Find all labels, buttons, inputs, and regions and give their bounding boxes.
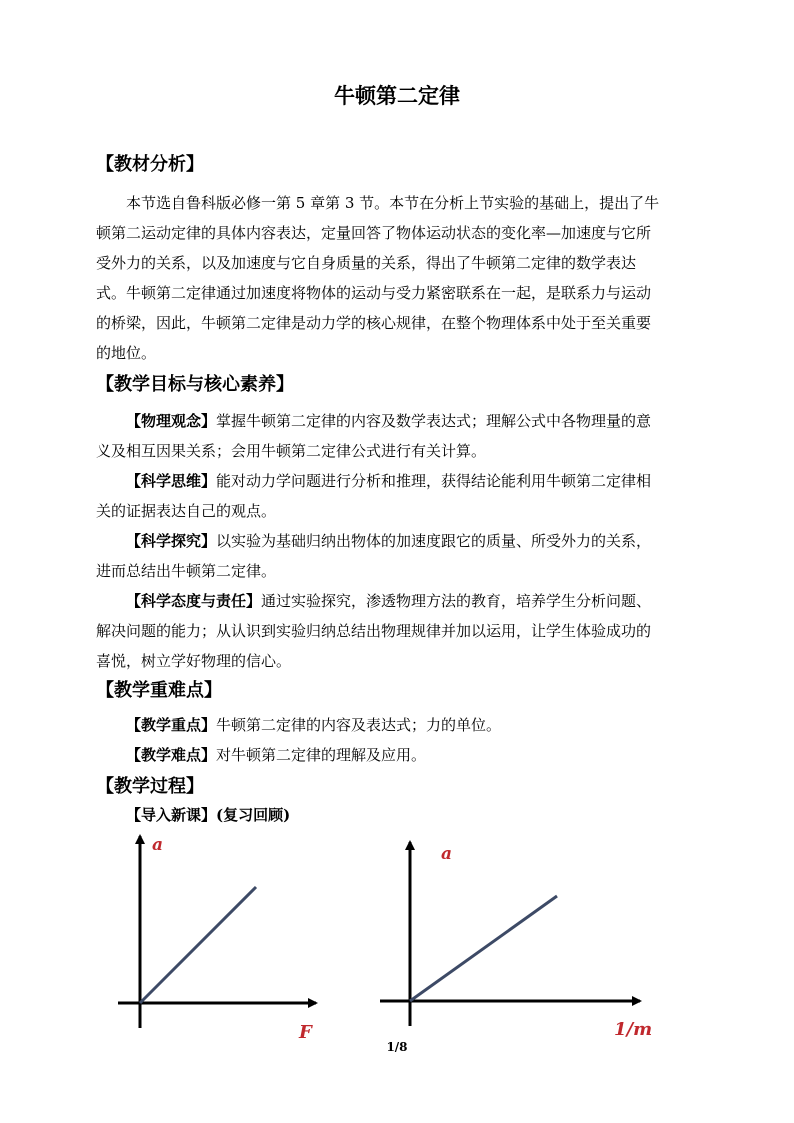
analysis-line: 式。牛顿第二定律通过加速度将物体的运动与受力紧密联系在一起，是联系力与运动 bbox=[96, 284, 652, 302]
objective-line: 义及相互因果关系；会用牛顿第二定律公式进行有关计算。 bbox=[96, 442, 487, 460]
graph-left-x-label: F bbox=[299, 1022, 312, 1043]
heading-objectives: 【教学目标与核心素养】 bbox=[96, 374, 294, 395]
graph-left-line bbox=[140, 887, 256, 1003]
objective-line: 喜悦，树立学好物理的信心。 bbox=[96, 652, 292, 670]
analysis-line: 的桥梁，因此，牛顿第二定律是动力学的核心规律，在整个物理体系中处于至关重要 bbox=[96, 314, 652, 332]
analysis-line: 的地位。 bbox=[96, 344, 157, 362]
heading-analysis: 【教材分析】 bbox=[96, 154, 204, 175]
objective-tag: 【科学思维】 bbox=[126, 472, 217, 490]
objective-tag: 【科学态度与责任】 bbox=[126, 592, 262, 610]
graph-a-vs-inverse-m bbox=[380, 842, 652, 1040]
analysis-line: 本节选自鲁科版必修一第 5 章第 3 节。本节在分析上节实验的基础上，提出了牛 bbox=[126, 194, 660, 212]
objective-tag: 【物理观念】 bbox=[126, 412, 217, 430]
objective-line: 进而总结出牛顿第二定律。 bbox=[96, 562, 277, 580]
heading-key-points: 【教学重难点】 bbox=[96, 680, 222, 701]
page-number: 1/8 bbox=[386, 1040, 408, 1054]
key-point-tag: 【教学难点】 bbox=[126, 746, 217, 764]
graph-right-x-label: 1/m bbox=[614, 1019, 653, 1040]
objective-tag: 【科学探究】 bbox=[126, 532, 217, 550]
key-point-text: 牛顿第二定律的内容及表达式；力的单位。 bbox=[216, 716, 502, 734]
key-point-text: 对牛顿第二定律的理解及应用。 bbox=[216, 746, 427, 764]
objective-text: 掌握牛顿第二定律的内容及数学表达式；理解公式中各物理量的意 bbox=[216, 412, 652, 430]
intro-text: (复习回顾) bbox=[216, 806, 291, 824]
objective-line: 解决问题的能力；从认识到实验归纳总结出物理规律并加以运用，让学生体验成功的 bbox=[96, 622, 652, 640]
heading-process: 【教学过程】 bbox=[96, 776, 204, 797]
graph-right-line bbox=[410, 896, 557, 1001]
analysis-line: 顿第二运动定律的具体内容表达，定量回答了物体运动状态的变化率—加速度与它所 bbox=[96, 224, 652, 242]
intro-tag: 【导入新课】 bbox=[126, 806, 217, 824]
objective-line: 关的证据表达自己的观点。 bbox=[96, 502, 277, 520]
graph-a-vs-f bbox=[118, 835, 316, 1043]
graph-right-y-label: a bbox=[441, 844, 453, 864]
objective-text: 通过实验探究，渗透物理方法的教育，培养学生分析问题、 bbox=[261, 592, 652, 610]
objective-text: 以实验为基础归纳出物体的加速度跟它的质量、所受外力的关系， bbox=[216, 532, 652, 550]
page-title: 牛顿第二定律 bbox=[334, 83, 460, 108]
objective-text: 能对动力学问题进行分析和推理，获得结论能利用牛顿第二定律相 bbox=[216, 472, 652, 490]
key-point-tag: 【教学重点】 bbox=[126, 716, 217, 734]
analysis-line: 受外力的关系，以及加速度与它自身质量的关系，得出了牛顿第二定律的数学表达 bbox=[96, 254, 637, 272]
graph-left-y-label: a bbox=[152, 835, 164, 855]
